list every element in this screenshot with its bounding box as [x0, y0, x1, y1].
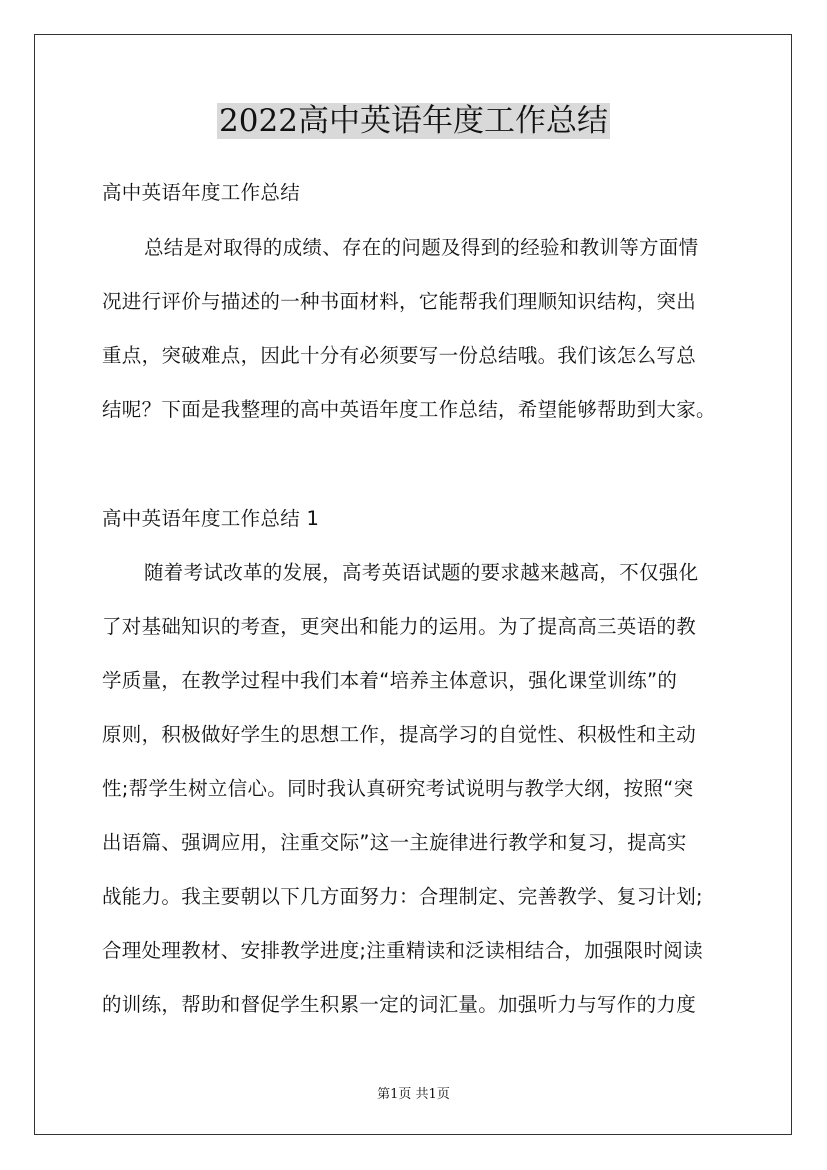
section-line: 出语篇、强调应用，注重交际”这一主旋律进行教学和复习，提高实 [102, 831, 687, 854]
section-line: 了对基础知识的考查，更突出和能力的运用。为了提高高三英语的教 [102, 615, 697, 638]
section-line: 学质量，在教学过程中我们本着“培养主体意识，强化课堂训练”的 [102, 669, 678, 692]
document-title-text: 2022高中英语年度工作总结 [219, 103, 608, 139]
section-line: 的训练，帮助和督促学生积累一定的词汇量。加强听力与写作的力度 [102, 993, 697, 1016]
section-line: 随着考试改革的发展，高考英语试题的要求越来越高，不仅强化 [144, 561, 699, 584]
main-heading: 高中英语年度工作总结 [102, 181, 301, 204]
section-line: 原则，积极做好学生的思想工作，提高学习的自觉性、积极性和主动 [102, 723, 697, 746]
intro-line: 重点，突破难点，因此十分有必须要写一份总结哦。我们该怎么写总 [102, 344, 697, 367]
intro-line: 况进行评价与描述的一种书面材料，它能帮我们理顺知识结构，突出 [102, 290, 697, 313]
section-heading: 高中英语年度工作总结 1 [102, 507, 320, 530]
intro-line: 结呢？下面是我整理的高中英语年度工作总结，希望能够帮助到大家。 [102, 398, 716, 421]
page-footer: 第1页 共1页 [377, 1087, 450, 1102]
intro-line: 总结是对取得的成绩、存在的问题及得到的经验和教训等方面情 [144, 236, 699, 259]
section-line: 战能力。我主要朝以下几方面努力：合理制定、完善教学、复习计划; [102, 885, 703, 908]
section-line: 性;帮学生树立信心。同时我认真研究考试说明与教学大纲，按照“突 [102, 777, 694, 800]
section-line: 合理处理教材、安排教学进度;注重精读和泛读相结合，加强限时阅读 [102, 939, 703, 962]
document-title [0, 98, 827, 144]
